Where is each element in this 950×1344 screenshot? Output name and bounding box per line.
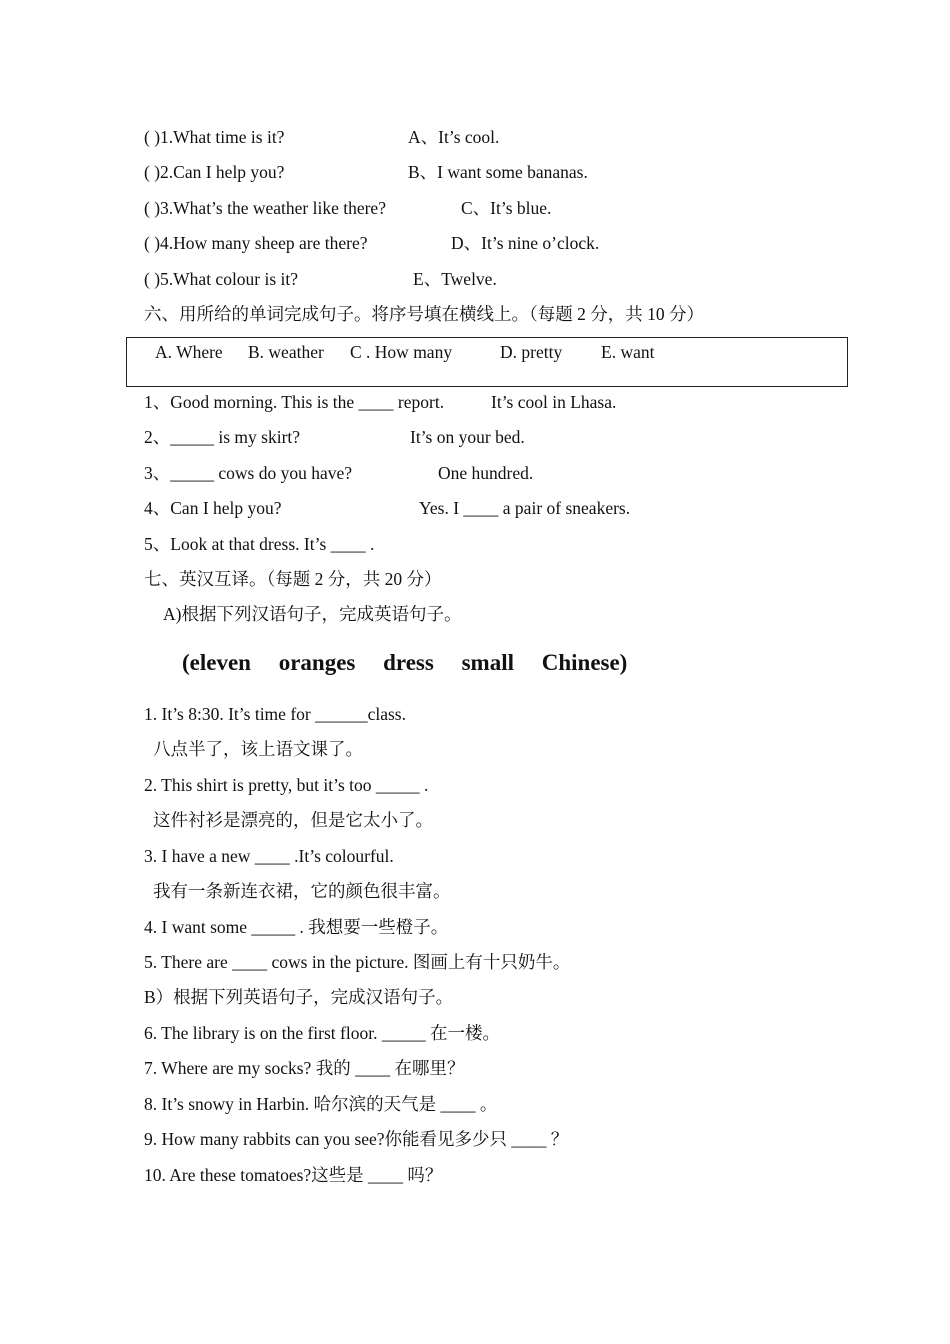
- fill-question-3: 3、_____ cows do you have?: [144, 463, 353, 483]
- translation-item-5: 5. There are ____ cows in the picture. 图画上有十只奶牛。: [144, 952, 571, 972]
- translation-hint-3: 我有一条新连衣裙，它的颜色很丰富。: [153, 881, 451, 901]
- word-box-option-a: A. Where: [155, 342, 223, 362]
- fill-response-1: It’s cool in Lhasa.: [491, 392, 617, 412]
- translation-item-1: 1. It’s 8:30. It’s time for ______class.: [144, 704, 406, 724]
- fill-response-3: One hundred.: [438, 463, 534, 483]
- translation-item-3: 3. I have a new ____ .It’s colourful.: [144, 846, 394, 866]
- translation-item-6: 6. The library is on the first floor. _____ 在一楼。: [144, 1023, 500, 1043]
- translation-hint-2: 这件衬衫是漂亮的，但是它太小了。: [153, 810, 433, 830]
- word-bank: [182, 648, 649, 678]
- matching-answer-b: B、I want some bananas.: [408, 162, 588, 182]
- matching-answer-a: A、It’s cool.: [408, 127, 500, 147]
- word-box-option-d: D. pretty: [500, 342, 563, 362]
- word-bank-item: (eleven: [182, 650, 251, 675]
- word-bank-item: Chinese): [541, 650, 628, 675]
- word-bank-item: dress: [383, 650, 434, 675]
- translation-item-7: 7. Where are my socks? 我的 ____ 在哪里？: [144, 1058, 465, 1078]
- matching-question-2: ( )2.Can I help you?: [144, 162, 285, 182]
- matching-answer-d: D、It’s nine o’clock.: [451, 233, 600, 253]
- translation-item-8: 8. It’s snowy in Harbin. 哈尔滨的天气是 ____ 。: [144, 1094, 498, 1114]
- matching-question-1: ( )1.What time is it?: [144, 127, 285, 147]
- fill-question-5: 5、Look at that dress. It’s ____ .: [144, 534, 375, 554]
- part-b-title: B）根据下列英语句子，完成汉语句子。: [144, 987, 454, 1007]
- fill-response-2: It’s on your bed.: [410, 427, 525, 447]
- translation-item-4: 4. I want some _____ . 我想要一些橙子。: [144, 917, 449, 937]
- translation-item-2: 2. This shirt is pretty, but it’s too _____ .: [144, 775, 429, 795]
- matching-answer-c: C、It’s blue.: [461, 198, 552, 218]
- translation-item-10: 10. Are these tomatoes?这些是 ____ 吗？: [144, 1165, 443, 1185]
- word-box-option-e: E. want: [601, 342, 655, 362]
- word-box-option-b: B. weather: [248, 342, 324, 362]
- section-7-title: 七、英汉互译。（每题 2 分，共 20 分）: [144, 569, 442, 589]
- word-bank-item: small: [461, 650, 514, 675]
- word-box: [126, 337, 848, 387]
- matching-question-5: ( )5.What colour is it?: [144, 269, 299, 289]
- matching-question-4: ( )4.How many sheep are there?: [144, 233, 368, 253]
- section-6-title: 六、用所给的单词完成句子。将序号填在横线上。（每题 2 分，共 10 分）: [144, 304, 704, 324]
- fill-question-1: 1、Good morning. This is the ____ report.: [144, 392, 445, 412]
- word-bank-item: oranges: [278, 650, 356, 675]
- word-box-option-c: C . How many: [350, 342, 453, 362]
- fill-question-2: 2、_____ is my skirt?: [144, 427, 301, 447]
- matching-answer-e: E、Twelve.: [413, 269, 497, 289]
- part-a-title: A)根据下列汉语句子，完成英语句子。: [163, 604, 462, 624]
- fill-response-4: Yes. I ____ a pair of sneakers.: [419, 498, 631, 518]
- fill-question-4: 4、Can I help you?: [144, 498, 282, 518]
- translation-item-9: 9. How many rabbits can you see?你能看见多少只 ____ ？: [144, 1129, 569, 1149]
- matching-question-3: ( )3.What’s the weather like there?: [144, 198, 386, 218]
- translation-hint-1: 八点半了，该上语文课了。: [153, 739, 363, 759]
